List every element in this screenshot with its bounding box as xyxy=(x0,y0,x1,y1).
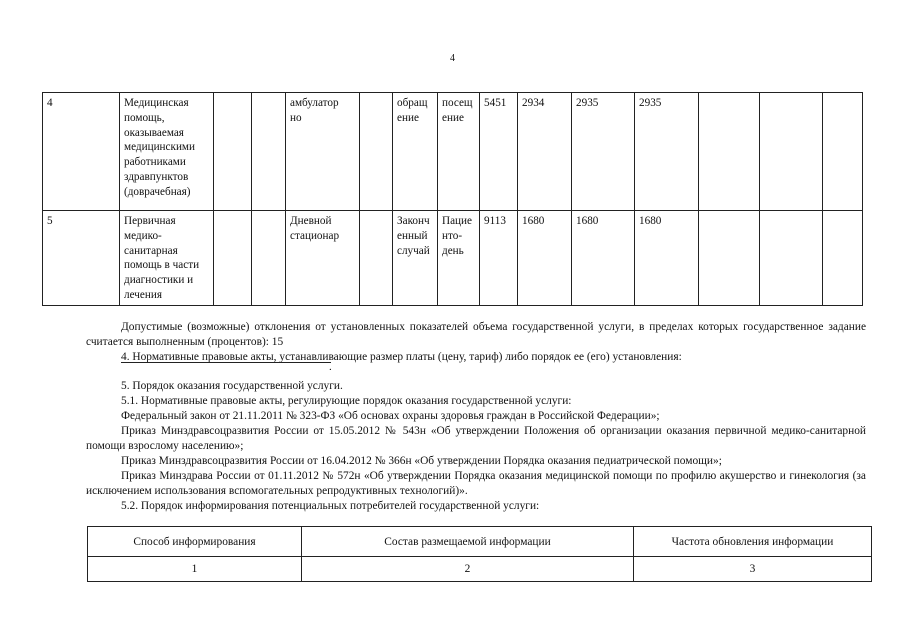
item-5-2-heading: 5.2. Порядок информирования потенциальных потребителей государственной услуги: xyxy=(121,500,540,512)
value-year3: 2935 xyxy=(635,93,699,211)
unit-code: 5451 xyxy=(480,93,518,211)
service-name-line: здравпунктов xyxy=(124,170,189,183)
column-header: Состав размещаемой информации xyxy=(302,527,634,557)
table-header-row xyxy=(88,527,872,557)
unit-line: ение xyxy=(442,111,464,124)
value-year1: 1680 xyxy=(518,211,572,306)
indicator-line: Законч xyxy=(397,215,430,227)
empty-cell xyxy=(823,211,863,306)
service-name-line: оказываемая xyxy=(124,126,184,139)
column-header: Способ информирования xyxy=(88,527,302,557)
page-number: 4 xyxy=(450,53,455,64)
empty-cell xyxy=(214,211,252,306)
value-year3: 1680 xyxy=(635,211,699,306)
table-row xyxy=(88,557,872,582)
unit-line: день xyxy=(442,244,464,257)
service-condition xyxy=(286,211,360,306)
info-table xyxy=(87,526,872,582)
empty-cell xyxy=(760,211,823,306)
service-name-line: Медицинская xyxy=(124,97,189,109)
service-name xyxy=(120,93,214,211)
service-condition xyxy=(286,93,360,211)
value-year2: 2935 xyxy=(572,93,635,211)
value-year1: 2934 xyxy=(518,93,572,211)
service-name-line: (доврачебная) xyxy=(124,185,191,198)
empty-cell xyxy=(699,93,760,211)
indicator-line: обращ xyxy=(397,97,428,109)
unit-name xyxy=(438,211,480,306)
unit-line: нто- xyxy=(442,229,463,242)
service-name-line: медико- xyxy=(124,229,162,242)
service-name-line: помощь в части xyxy=(124,259,200,272)
service-name-line: помощь, xyxy=(124,111,165,124)
row-number: 4 xyxy=(43,93,120,211)
empty-cell xyxy=(823,93,863,211)
indicator-name xyxy=(393,93,438,211)
law-item: Федеральный закон от 21.11.2011 № 323-ФЗ «Об основах охраны здоровья граждан в Российской Федерации»; xyxy=(121,410,660,422)
service-name-line: лечения xyxy=(124,288,162,301)
empty-cell xyxy=(699,211,760,306)
condition-line: стационар xyxy=(290,229,340,242)
item-5-heading: 5. Порядок оказания государственной услуги. xyxy=(121,380,343,392)
row-number: 5 xyxy=(43,211,120,306)
empty-cell xyxy=(252,211,286,306)
indicator-line: енный xyxy=(397,229,428,242)
law-item: Приказ Минздравсоцразвития России от 16.04.2012 № 366н «Об утверждении Порядка оказания педиатрической помощи»; xyxy=(121,455,722,467)
empty-cell xyxy=(360,93,393,211)
services-table xyxy=(42,92,863,306)
indicator-line: ение xyxy=(397,111,419,124)
table-row xyxy=(43,93,863,211)
law-item: Приказ Минздравсоцразвития России от 15.05.2012 № 543н «Об утверждении Положения об организации оказания первичной медико-санитарной помощи взрослому населению»; xyxy=(86,425,866,453)
deviation-paragraph: Допустимые (возможные) отклонения от установленных показателей объема государственной услуги, в пределах которых государственное задание считается выполненным (процентов): 15 xyxy=(86,321,866,349)
service-name xyxy=(120,211,214,306)
value-year2: 1680 xyxy=(572,211,635,306)
column-header: Частота обновления информации xyxy=(634,527,872,557)
condition-line: но xyxy=(290,111,302,124)
service-name-line: работниками xyxy=(124,156,186,169)
empty-cell xyxy=(252,93,286,211)
empty-cell xyxy=(214,93,252,211)
service-name-line: диагностики и xyxy=(124,274,194,287)
service-name-line: медицинскими xyxy=(124,141,195,154)
service-name-line: санитарная xyxy=(124,244,178,257)
service-name-line: Первичная xyxy=(124,215,176,227)
indicator-name xyxy=(393,211,438,306)
item-4-paragraph: 4. Нормативные правовые акты, устанавливающие размер платы (цену, тариф) либо порядок ее (его) установления: xyxy=(121,351,682,363)
column-number: 3 xyxy=(634,557,872,582)
law-item: Приказ Минздрава России от 01.11.2012 № 572н «Об утверждении Порядка оказания медицинской помощи по профилю акушерство и гинекология (за исключением использования вспомогательных репродуктивных технологий)». xyxy=(86,470,866,498)
indicator-line: случай xyxy=(397,244,430,257)
unit-name xyxy=(438,93,480,211)
unit-code: 9113 xyxy=(480,211,518,306)
blank-line xyxy=(121,362,331,363)
empty-cell xyxy=(760,93,823,211)
table-row xyxy=(43,211,863,306)
column-number: 1 xyxy=(88,557,302,582)
column-number: 2 xyxy=(302,557,634,582)
condition-line: Дневной xyxy=(290,215,332,227)
unit-line: посещ xyxy=(442,97,473,109)
blank-line-dot: . xyxy=(329,361,332,373)
item-5-1-heading: 5.1. Нормативные правовые акты, регулирующие порядок оказания государственной услуги: xyxy=(121,395,572,407)
unit-line: Пацие xyxy=(442,215,472,227)
empty-cell xyxy=(360,211,393,306)
condition-line: амбулатор xyxy=(290,97,339,109)
